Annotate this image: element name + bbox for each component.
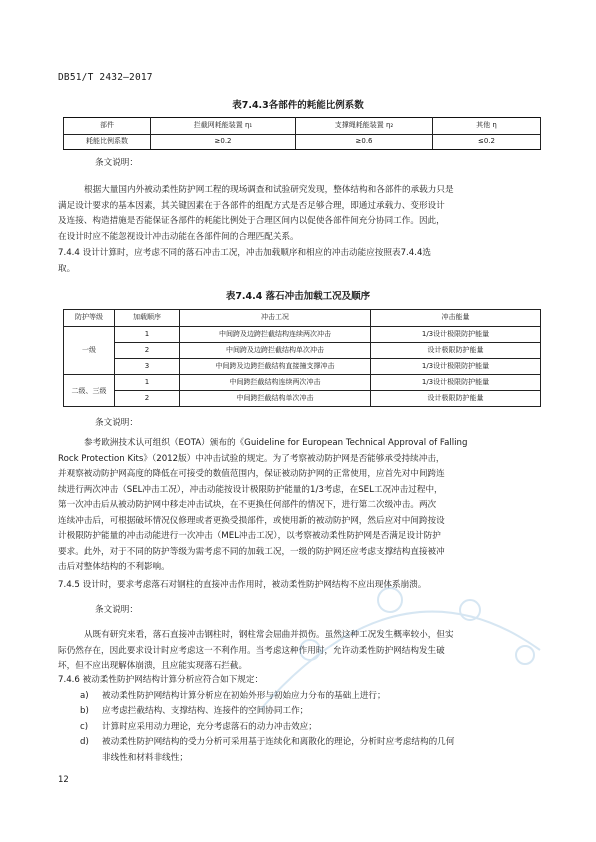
table-cell: 3 xyxy=(115,359,180,375)
text-line: 满足设计要求的基本因素，其关键因素在于各部件的组配方式是否足够合理，即通过承载力、变形设计 xyxy=(58,200,445,211)
text-line: 取。 xyxy=(58,263,76,274)
table-cell: 2 xyxy=(115,391,180,407)
text-line: 及连接、构造措施是否能保证各部件的耗能比例处于合理区间内以促使各部件间充分协同工作。因此， xyxy=(58,216,445,226)
table-row xyxy=(64,343,541,359)
list-marker: a) xyxy=(80,690,89,701)
table-row xyxy=(64,391,541,407)
table-header-cell: 防护等级 xyxy=(64,310,115,327)
table-header-cell: 冲击能量 xyxy=(371,310,541,327)
clause-7-4-4 xyxy=(58,246,542,277)
clause-note-body xyxy=(58,183,542,245)
table-cell: 1/3设计极限防护能量 xyxy=(371,327,541,343)
table-cell: 中间跨及边跨拦截结构连续两次冲击 xyxy=(180,327,371,343)
table-cell: 中间跨及边跨拦截结构直接撞支撑冲击 xyxy=(180,359,371,375)
text-line: 计极限防护能量的冲击动能进行一次冲击（MEL冲击工况），以考察被动柔性防护网是否满足设计防护 xyxy=(58,531,441,541)
list-item xyxy=(58,704,542,720)
list-item-text: 计算时应采用动力理论，充分考虑落石的动力冲击效应； xyxy=(102,721,317,732)
table-row xyxy=(64,135,541,150)
table-header-cell: 拦截网耗能装置 η₁ xyxy=(151,118,296,135)
table-cell: 耗能比例系数 xyxy=(64,135,151,150)
table-cell: 1 xyxy=(115,327,180,343)
text-line: 7.4.6 被动柔性防护网结构计算分析应符合如下规定： xyxy=(58,675,264,685)
text-line: 第一次冲击后从被动防护网中移走冲击试块，在不更换任何部件的情况下，进行第二次级冲击。两次 xyxy=(58,500,437,510)
clause-note-label: 条文说明： xyxy=(95,158,138,168)
table-header-cell: 冲击工况 xyxy=(180,310,371,327)
table-header-cell: 部件 xyxy=(64,118,151,135)
table-cell: 中间跨及边跨拦截结构单次冲击 xyxy=(180,343,371,359)
table-cell: 1/3设计极限防护能量 xyxy=(371,375,541,391)
table-cell: 设计极限防护能量 xyxy=(371,391,541,407)
text-line: 在设计时应不能忽视设计冲击动能在各部件间的合理匹配关系。 xyxy=(58,231,299,242)
table-7-4-4 xyxy=(63,309,541,407)
list-marker: d) xyxy=(80,737,89,747)
text-line: 7.4.5 设计时，要求考虑落石对钢柱的直接冲击作用时，被动柔性防护网结构不应出现体系崩溃。 xyxy=(58,580,427,590)
table-7-4-3-title: 表7.4.3各部件的耗能比例系数 xyxy=(232,100,364,111)
table-cell: ≥0.2 xyxy=(151,135,296,150)
clause-7-4-5 xyxy=(58,578,542,594)
clause-note-body xyxy=(58,628,542,675)
text-line: 7.4.4 设计计算时，应考虑不同的落石冲击工况，冲击加载顺序和相应的冲击动能应按照表7.4.4选 xyxy=(58,248,432,258)
text-line: 要求。此外，对于不同的防护等级为需考虑不同的加载工况，一级的防护网还应考虑支撑结构直接被冲 xyxy=(58,546,445,557)
table-cell: 中间跨拦截结构连续两次冲击 xyxy=(180,375,371,391)
list-item-continuation: 非线性和材料非线性； xyxy=(102,752,188,763)
table-row xyxy=(64,359,541,375)
list-marker: b) xyxy=(80,706,89,716)
clause-note-label: 条文说明： xyxy=(95,418,138,428)
table-cell: ≤0.2 xyxy=(433,135,541,150)
table-header-cell: 支撑绳耗能装置 η₂ xyxy=(296,118,433,135)
table-cell: 1/3设计极限防护能量 xyxy=(371,359,541,375)
table-cell: 中间跨拦截结构单次冲击 xyxy=(180,391,371,407)
list-item xyxy=(58,735,542,751)
page-number: 12 xyxy=(58,775,69,785)
protection-level-cell: 一级 xyxy=(64,327,115,375)
table-cell: 2 xyxy=(115,343,180,359)
table-row xyxy=(64,375,541,391)
table-cell: 1 xyxy=(115,375,180,391)
list-item-text: 被动柔性防护网结构的受力分析可采用基于连续化和离散化的理论，分析时应考虑结构的几何 xyxy=(102,737,455,747)
table-cell: ≥0.6 xyxy=(296,135,433,150)
table-header-cell: 加载顺序 xyxy=(115,310,180,327)
clause-7-4-6 xyxy=(58,673,542,766)
text-line: 际仍然存在，因此要求设计时应考虑这一不利作用。当考虑这种作用时，允许动柔性防护网结构发生破 xyxy=(58,645,445,656)
table-cell: 设计极限防护能量 xyxy=(371,343,541,359)
text-line: 并观察被动防护网高度的降低在可接受的数值范围内，保证被动防护网的正常使用，应首先对中间跨连 xyxy=(58,469,445,479)
list-item-text: 应考虑拦截结构、支撑结构、连接件的空间协同工作； xyxy=(102,706,309,716)
text-line: 从既有研究来看，落石直接冲击钢柱时，钢柱常会屈曲并损伤。虽然这种工况发生概率较小，但实 xyxy=(84,630,454,640)
list-item xyxy=(58,689,542,705)
text-line: 续进行两次冲击（SEL冲击工况），冲击动能按设计极限防护能量的1/3考虑，在SEL工况冲击过程中， xyxy=(58,484,443,495)
table-header-cell: 其他 η xyxy=(433,118,541,135)
table-row xyxy=(64,327,541,343)
protection-level-cell: 二级、三级 xyxy=(64,375,115,407)
text-line: 根据大量国内外被动柔性防护网工程的现场调查和试验研究发现，整体结构和各部件的承载力只是 xyxy=(84,185,454,195)
text-line: 参考欧洲技术认可组织（EOTA）颁布的《Guideline for European Technical Approval of Falling xyxy=(84,438,468,448)
table-7-4-3 xyxy=(63,117,541,150)
text-line: 坏，但不应出现解体崩溃，且应能实现落石拦截。 xyxy=(58,661,248,671)
text-line: Rock Protection Kits》（2012版）中冲击试验的规定。为了考察被动防护网是否能够承受持续冲击， xyxy=(58,453,445,464)
table-7-4-4-title: 表7.4.4 落石冲击加载工况及顺序 xyxy=(225,291,371,302)
list-marker: c) xyxy=(80,721,89,732)
list-item xyxy=(58,720,542,736)
clause-note-label: 条文说明： xyxy=(95,605,138,615)
document-code: DB51/T 2432—2017 xyxy=(58,72,153,83)
text-line: 连续冲击后，可根据破坏情况仪修理或者更换受损部件，或使用新的被动防护网，然后应对中间跨按设 xyxy=(58,515,445,526)
clause-note-body xyxy=(58,436,542,576)
text-line: 击后对整体结构的不利影响。 xyxy=(58,562,170,572)
list-item-text: 被动柔性防护网结构计算分析应在初始外形与初始应力分布的基础上进行； xyxy=(102,690,386,701)
